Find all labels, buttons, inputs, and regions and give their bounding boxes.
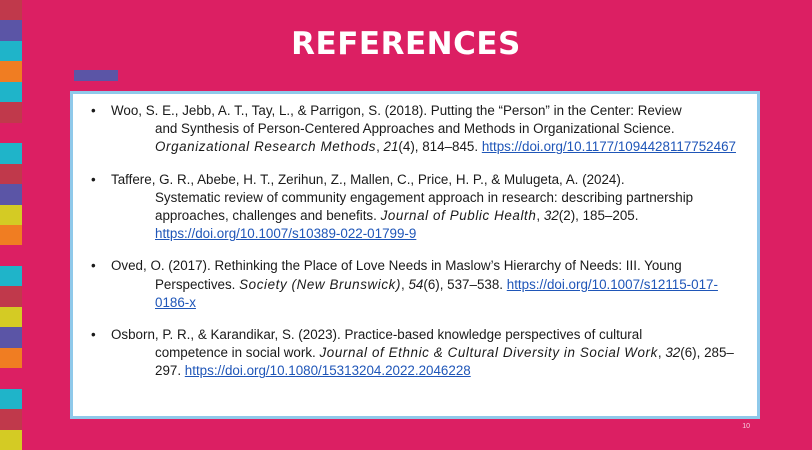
volume: 32 bbox=[665, 345, 681, 361]
stripe-block bbox=[0, 430, 22, 450]
stripe-block bbox=[0, 409, 22, 429]
stripe-block bbox=[0, 307, 22, 327]
references-panel bbox=[70, 91, 760, 419]
reference-item: • Woo, S. E., Jebb, A. T., Tay, L., & Parrigon, S. (2018). Putting the “Person” in the Center: Review and Synthesis of Person-Centered Approaches and Methods in Organizational Science. Organizational Research Methods, 21(4), 814–845. https://doi.org/10.1177/1094428117752467 bbox=[73, 102, 757, 157]
page-number: 10 bbox=[742, 423, 750, 430]
stripe-block bbox=[0, 61, 22, 81]
bullet: • bbox=[91, 103, 96, 118]
stripe-block bbox=[0, 286, 22, 306]
issue-pages: (2), 185–205. bbox=[558, 208, 639, 224]
references-list bbox=[73, 102, 757, 381]
journal-name: Organizational Research Methods bbox=[155, 139, 377, 155]
stripe-block bbox=[0, 82, 22, 102]
doi-link[interactable]: https://doi.org/10.1080/15313204.2022.2046228 bbox=[184, 363, 471, 379]
reference-authors: Osborn, P. R., & Karandikar, S. (2023). Practice-based knowledge perspectives of cultural bbox=[111, 327, 643, 343]
issue-pages: (4), 814–845. bbox=[398, 139, 479, 155]
stripe-block bbox=[0, 123, 22, 143]
stripe-block bbox=[0, 348, 22, 368]
reference-text: Systematic review of community engagement approach in research: describing partnership approaches, challenges and benefits. bbox=[155, 189, 694, 224]
stripe-block bbox=[0, 102, 22, 122]
slide-title: REFERENCES bbox=[291, 26, 521, 62]
reference-item: • Osborn, P. R., & Karandikar, S. (2023). Practice-based knowledge perspectives of cultural competence in social work. Journal of Ethnic & Cultural Diversity in Social Work, 32(6), 285–297. https://doi.org/10.1080/15313204.2022.2046228 bbox=[73, 326, 757, 381]
reference-item: • Oved, O. (2017). Rethinking the Place of Love Needs in Maslow’s Hierarchy of Needs: III. Young Perspectives. Society (New Brunswick), 54(6), 537–538. https://doi.org/10.1007/s12115-017-0186-x bbox=[73, 257, 757, 312]
bullet: • bbox=[91, 171, 96, 187]
stripe-block bbox=[0, 266, 22, 286]
stripe-block bbox=[0, 0, 22, 20]
journal-name: Journal of Public Health bbox=[380, 208, 537, 224]
bullet: • bbox=[91, 258, 96, 274]
bullet: • bbox=[91, 327, 96, 343]
stripe-block bbox=[0, 225, 22, 245]
stripe-block bbox=[0, 184, 22, 204]
doi-link[interactable]: https://doi.org/10.1007/s10389-022-01799-9 bbox=[155, 226, 417, 242]
stripe-block bbox=[0, 205, 22, 225]
reference-authors: Taffere, G. R., Abebe, H. T., Zerihun, Z., Mallen, C., Price, H. P., & Mulugeta, A. (2024). bbox=[111, 171, 625, 187]
stripe-block bbox=[0, 245, 22, 265]
doi-link[interactable]: https://doi.org/10.1007/s12115-017-0186-x bbox=[155, 276, 718, 310]
stripe-block bbox=[0, 143, 22, 163]
reference-text: competence in social work. bbox=[155, 345, 316, 361]
reference-text: and Synthesis of Person-Centered Approaches and Methods in Organizational Science. bbox=[155, 121, 675, 137]
journal-name: Journal of Ethnic & Cultural Diversity in Social Work bbox=[319, 345, 658, 361]
stripe-block bbox=[0, 164, 22, 184]
issue-pages: (6), 537–538. bbox=[423, 276, 504, 292]
reference-authors: Oved, O. (2017). Rethinking the Place of Love Needs in Maslow’s Hierarchy of Needs: III. Young bbox=[111, 258, 682, 274]
volume: 32 bbox=[543, 208, 559, 224]
stripe-block bbox=[0, 327, 22, 347]
doi-link[interactable]: https://doi.org/10.1177/1094428117752467 bbox=[481, 139, 736, 155]
accent-bar bbox=[74, 70, 118, 81]
reference-item: • Taffere, G. R., Abebe, H. T., Zerihun, Z., Mallen, C., Price, H. P., & Mulugeta, A. (2024). Systematic review of community engagement approach in research: describing partnership approaches, challenges and benefits. Journal of Public Health, 32(2), 185–205. https://doi.org/10.1007/s10389-022-01799-9 bbox=[73, 171, 757, 244]
left-stripe-decoration bbox=[0, 0, 22, 450]
volume: 21 bbox=[383, 139, 399, 155]
issue-pages: (6), 285–297. bbox=[155, 345, 734, 379]
stripe-block bbox=[0, 389, 22, 409]
journal-name: Society (New Brunswick) bbox=[239, 276, 401, 292]
stripe-block bbox=[0, 368, 22, 388]
reference-authors: Woo, S. E., Jebb, A. T., Tay, L., & Parrigon, S. (2018). Putting the “Person” in the Center: Review bbox=[111, 103, 682, 118]
reference-text: Perspectives. bbox=[155, 276, 236, 292]
volume: 54 bbox=[408, 276, 424, 292]
